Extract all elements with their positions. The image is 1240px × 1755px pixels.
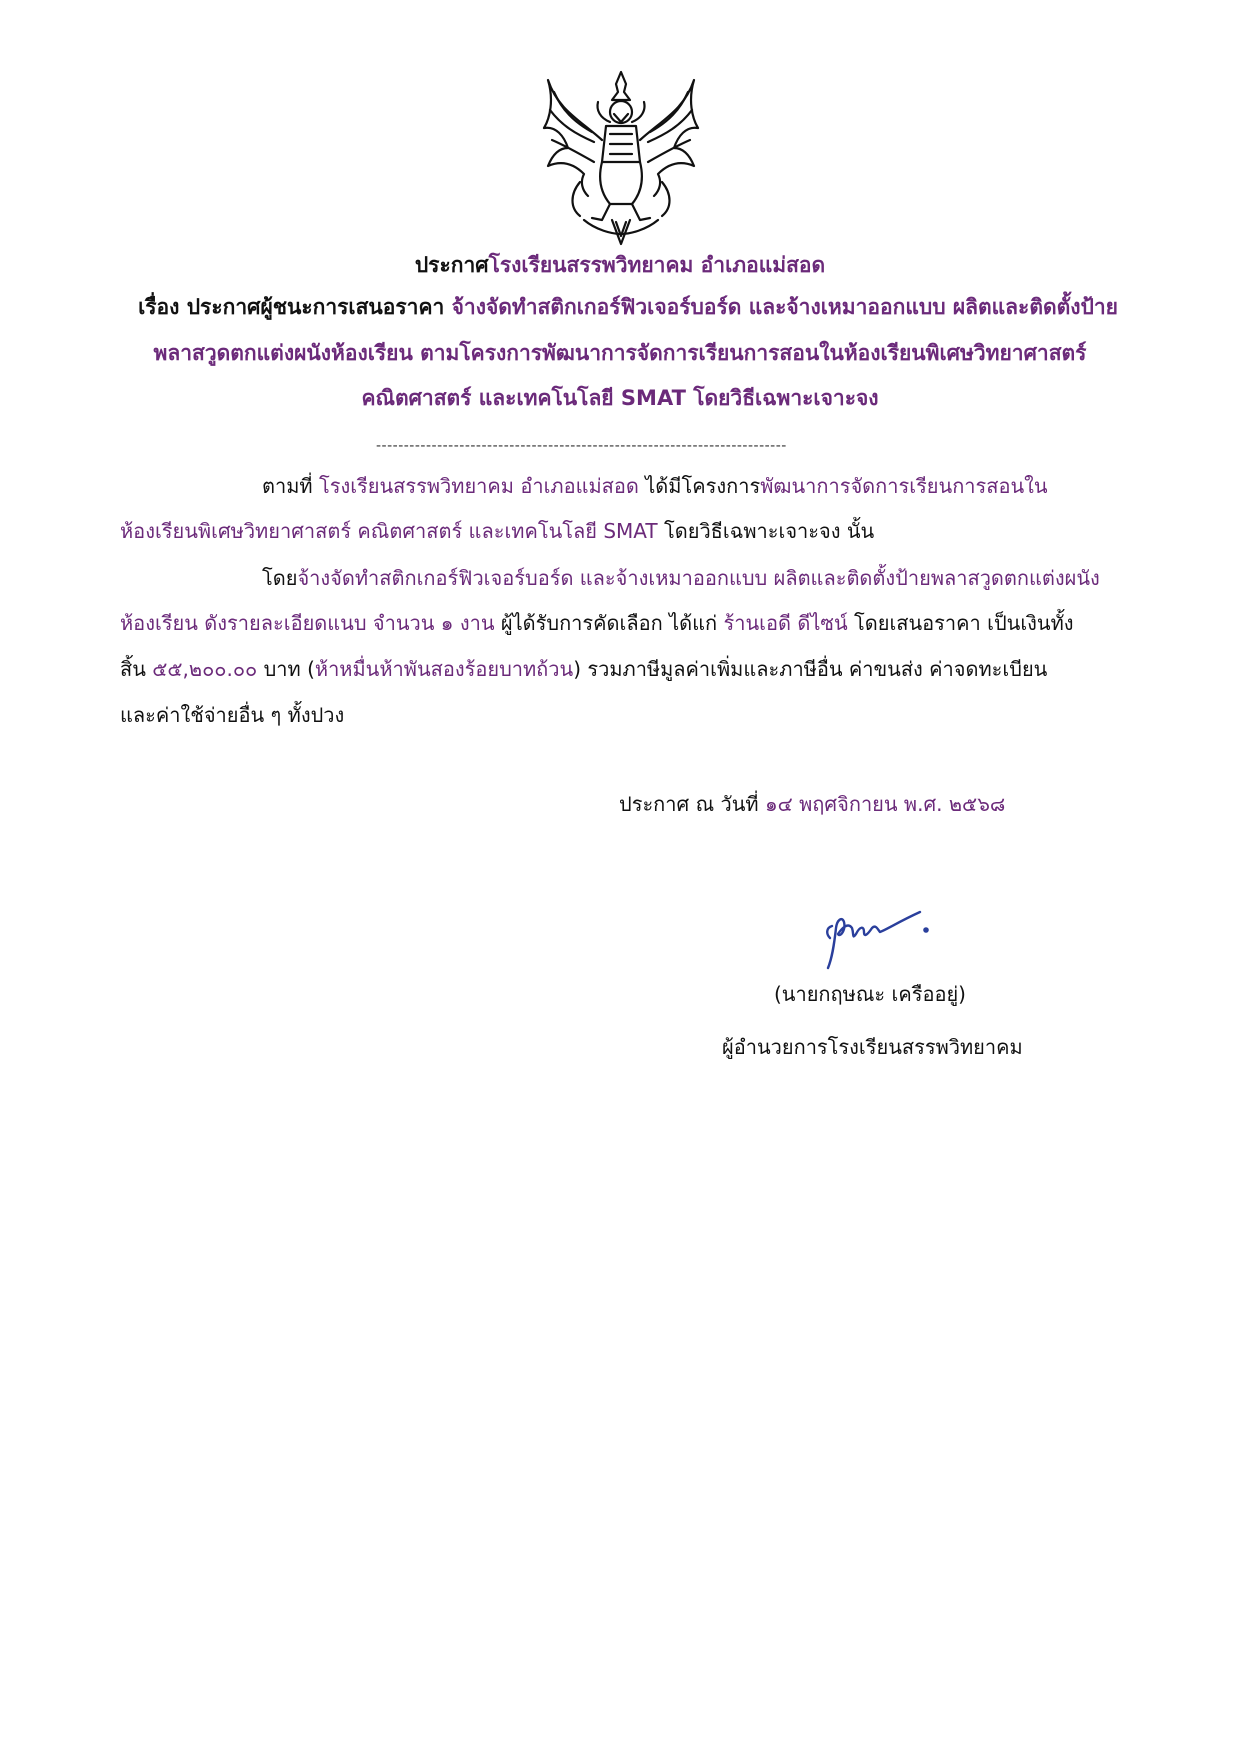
paragraph-1-line-1	[262, 471, 1048, 501]
procurement-subject-part-2: ห้องเรียน ดังรายละเอียดแนบ	[120, 611, 367, 635]
heading-line-4	[0, 383, 1240, 413]
paragraph-1-line-2	[120, 516, 874, 546]
project-name-part-1: พัฒนาการจัดการเรียนการสอนใน	[760, 474, 1048, 498]
text: ) รวมภาษีมูลค่าเพิ่มและภาษีอื่น ค่าขนส่ง ค่าจดทะเบียน	[573, 657, 1048, 681]
paragraph-2-line-2	[120, 608, 1074, 638]
announcement-date	[619, 789, 1005, 819]
text: โดย	[262, 566, 298, 590]
text: โดยวิธีเฉพาะเจาะจง นั้น	[657, 519, 875, 543]
heading-subject-part-3: คณิตศาสตร์ และเทคโนโลยี SMAT โดยวิธีเฉพาะเจาะจง	[361, 386, 879, 410]
school-name: โรงเรียนสรรพวิทยาคม อำเภอแม่สอด	[318, 474, 639, 498]
heading-school-name: โรงเรียนสรรพวิทยาคม อำเภอแม่สอด	[488, 253, 826, 277]
heading-prefix: ประกาศ	[414, 253, 489, 277]
text: ตามที่	[262, 474, 319, 498]
heading-line-1	[0, 250, 1240, 280]
signatory-name: (นายกฤษณะ เครืออยู่)	[774, 982, 966, 1006]
text: ผู้ได้รับการคัดเลือก ได้แก่	[494, 611, 724, 635]
signature-icon	[812, 898, 942, 974]
garuda-emblem-icon	[540, 70, 702, 246]
text: ได้มีโครงการ	[638, 474, 761, 498]
text: สิ้น	[120, 657, 153, 681]
date-value: ๑๔ พฤศจิกายน พ.ศ. ๒๕๖๘	[764, 792, 1006, 816]
date-label: ประกาศ ณ วันที่	[619, 792, 765, 816]
signatory-title: ผู้อำนวยการโรงเรียนสรรพวิทยาคม	[722, 1035, 1023, 1059]
paragraph-2-line-3	[120, 654, 1047, 684]
quantity: จำนวน ๑ งาน	[366, 611, 495, 635]
project-name-part-2: ห้องเรียนพิเศษวิทยาศาสตร์ คณิตศาสตร์ และเทคโนโลยี SMAT	[120, 519, 658, 543]
winner-name: ร้านเอดี ดีไซน์	[723, 611, 848, 635]
text: โดยเสนอราคา เป็นเงินทั้ง	[847, 611, 1074, 635]
heading-divider: --------------------------------------------------------------------------	[376, 438, 787, 454]
heading-subject-part-2: พลาสวูดตกแต่งผนังห้องเรียน ตามโครงการพัฒนาการจัดการเรียนการสอนในห้องเรียนพิเศษวิทยาศาสตร์	[153, 341, 1087, 365]
text: บาท (	[257, 657, 315, 681]
heading-subject-part-1: จ้างจัดทำสติกเกอร์ฟิวเจอร์บอร์ด และจ้างเหมาออกแบบ ผลิตและติดตั้งป้าย	[451, 295, 1118, 319]
text: และค่าใช้จ่ายอื่น ๆ ทั้งปวง	[120, 703, 345, 727]
heading-subject-label: เรื่อง ประกาศผู้ชนะการเสนอราคา	[138, 295, 452, 319]
paragraph-2-line-4	[120, 700, 344, 730]
heading-line-3	[0, 338, 1240, 368]
heading-line-2	[8, 292, 1240, 322]
procurement-subject-part-1: จ้างจัดทำสติกเกอร์ฟิวเจอร์บอร์ด และจ้างเหมาออกแบบ ผลิตและติดตั้งป้ายพลาสวูดตกแต่งผนัง	[297, 566, 1100, 590]
paragraph-2-line-1	[262, 563, 1100, 593]
price-in-words: ห้าหมื่นห้าพันสองร้อยบาทถ้วน	[314, 657, 574, 681]
price-amount: ๕๕,๒๐๐.๐๐	[152, 657, 258, 681]
